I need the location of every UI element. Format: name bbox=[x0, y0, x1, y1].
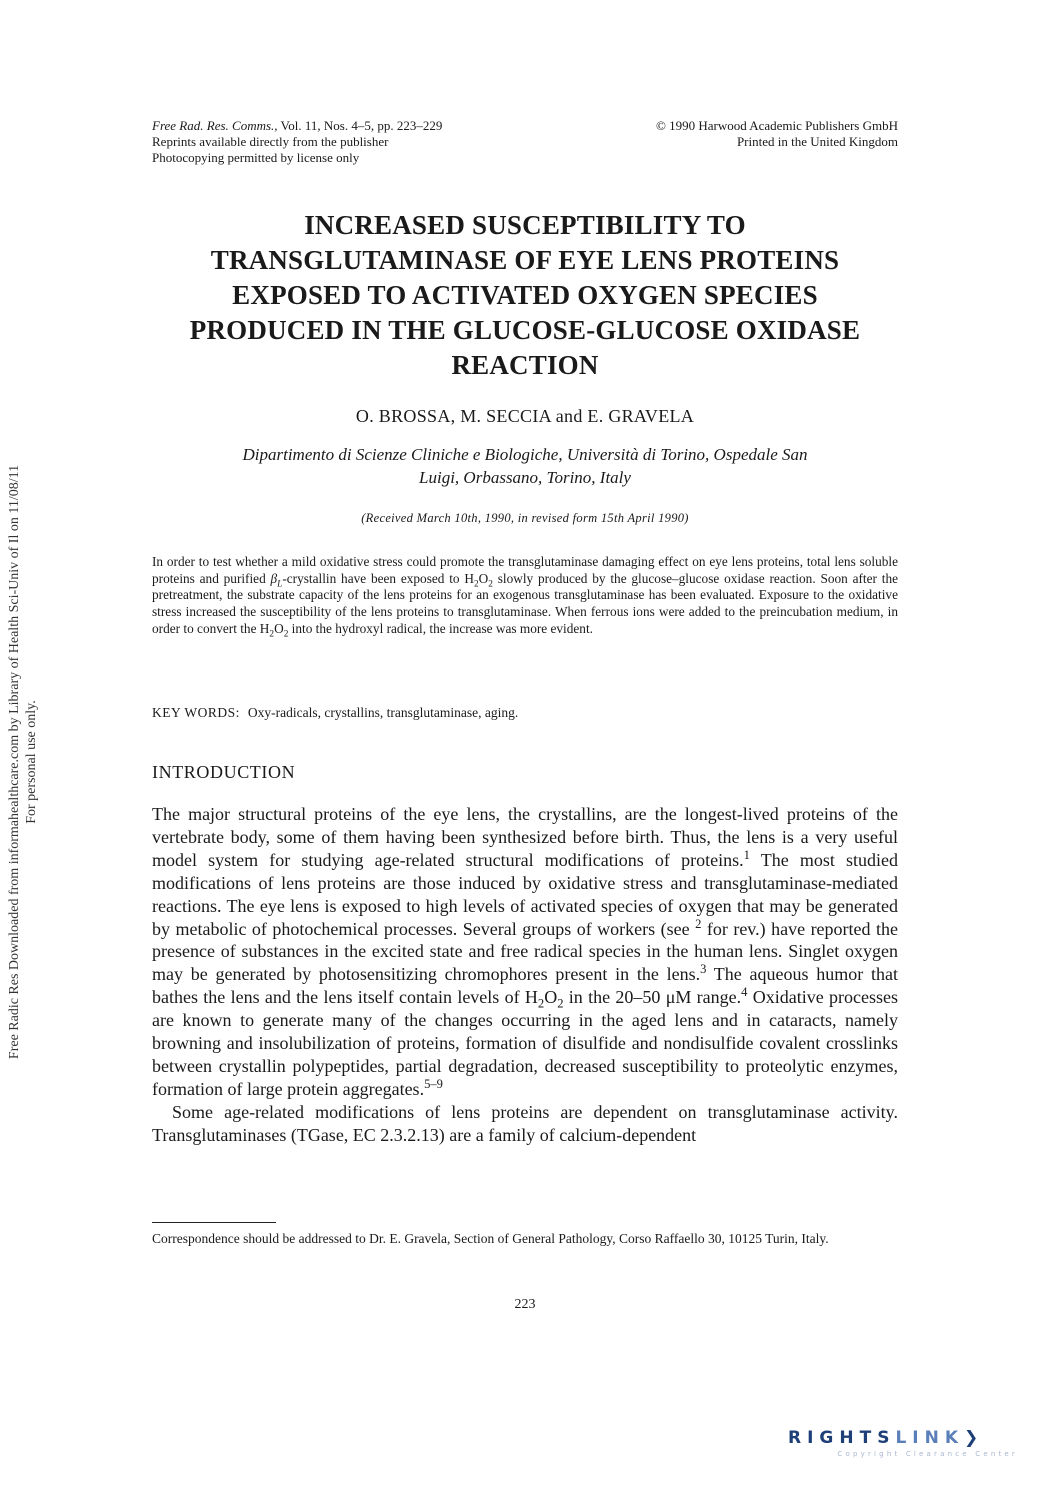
citation-ref[interactable]: 2 bbox=[695, 916, 702, 931]
title-line: INCREASED SUSCEPTIBILITY TO bbox=[304, 210, 746, 240]
correspondence-footnote: Correspondence should be addressed to Dr. E. Gravela, Section of General Pathology, Corso Raffaello 30, 10125 Turin, Italy. bbox=[152, 1231, 829, 1246]
authors: O. BROSSA, M. SECCIA and E. GRAVELA bbox=[355, 406, 695, 426]
subscript: 2 bbox=[488, 579, 493, 590]
title-line: TRANSGLUTAMINASE OF EYE LENS PROTEINS bbox=[210, 245, 840, 275]
affiliation bbox=[150, 443, 900, 489]
abstract-text: In order to test whether a mild oxidative stress could promote the transglutaminase damaging effect on eye lens proteins, total lens soluble proteins and purified bbox=[152, 554, 898, 586]
download-watermark bbox=[6, 222, 46, 1302]
watermark-line: Free Radic Res Downloaded from informahealthcare.com by Library of Health Sci-Univ of Il on 11/08/11 bbox=[7, 464, 22, 1060]
citation-ref[interactable]: 4 bbox=[741, 985, 748, 1000]
beta-symbol: β bbox=[270, 570, 278, 586]
keywords bbox=[152, 705, 898, 721]
printed-line: Printed in the United Kingdom bbox=[736, 134, 898, 149]
journal-volume: , Vol. 11, Nos. 4–5, pp. 223–229 bbox=[274, 118, 443, 133]
body-text: in the 20–50 μM range. bbox=[563, 987, 742, 1008]
subscript: 2 bbox=[557, 996, 564, 1011]
footnote-divider bbox=[152, 1222, 276, 1223]
article-title bbox=[120, 208, 930, 383]
title-line: PRODUCED IN THE GLUCOSE-GLUCOSE OXIDASE bbox=[189, 315, 861, 345]
page-number: 223 bbox=[514, 1297, 536, 1312]
journal-citation bbox=[152, 118, 572, 166]
subscript: 2 bbox=[283, 629, 289, 640]
received-dates: (Received March 10th, 1990, in revised form 15th April 1990) bbox=[361, 511, 689, 525]
photocopying-note: Photocopying permitted by license only bbox=[152, 150, 360, 165]
copyright-line: © 1990 Harwood Academic Publishers GmbH bbox=[655, 118, 898, 133]
section-heading-introduction: INTRODUCTION bbox=[152, 762, 296, 782]
body-text: for rev.) have reported the presence of substances in the excited state and free radical species in the human lens. Singlet oxygen may be generated by photosensitizing chromophores present in the lens. bbox=[152, 918, 898, 985]
introduction-body bbox=[152, 803, 898, 1147]
body-text: The aqueous humor that bathes the lens and the lens itself contain levels of H bbox=[152, 964, 898, 1008]
body-text: The most studied modifications of lens proteins are those induced by oxidative stress and transglutaminase-mediated reactions. The eye lens is exposed to high levels of activated species of oxygen that may be generated by metabolic of photochemical processes. Several groups of workers (see bbox=[152, 849, 898, 939]
chevron-right-icon: ❯ bbox=[964, 1428, 985, 1448]
watermark-line: For personal use only. bbox=[24, 700, 39, 824]
keywords-label: KEY WORDS: bbox=[152, 705, 240, 720]
title-line: REACTION bbox=[451, 350, 599, 380]
affiliation-line: Luigi, Orbassano, Torino, Italy bbox=[419, 468, 631, 487]
rightslink-wordmark: RIGHTSLINK❯ bbox=[788, 1428, 985, 1448]
rightslink-tagline: Copyright Clearance Center bbox=[837, 1450, 1018, 1458]
citation-ref[interactable]: 3 bbox=[700, 962, 707, 977]
paragraph bbox=[152, 803, 898, 1101]
abstract-text: slowly produced by the glucose–glucose oxidase reaction. Soon after the pretreatment, the substrate capacity of the lens proteins for an exogenous transglutaminase has been evaluated. Exposure to the oxidative stress increased the susceptibility of the lens proteins to transglutaminase. When ferrous ions were added to the preincubation medium, in order to convert the H bbox=[152, 570, 898, 636]
citation-ref[interactable]: 5–9 bbox=[424, 1076, 443, 1091]
subscript: 2 bbox=[269, 629, 275, 640]
body-text: O bbox=[544, 987, 558, 1008]
affiliation-line: Dipartimento di Scienze Cliniche e Biologiche, Università di Torino, Ospedale San bbox=[242, 445, 808, 464]
title-line: EXPOSED TO ACTIVATED OXYGEN SPECIES bbox=[232, 280, 818, 310]
reprints-note: Reprints available directly from the publisher bbox=[152, 134, 389, 149]
paragraph: Some age-related modifications of lens proteins are dependent on transglutaminase activity. Transglutaminases (TGase, EC 2.3.2.13) are a family of calcium-dependent bbox=[152, 1101, 898, 1145]
journal-name: Free Rad. Res. Comms. bbox=[152, 118, 275, 133]
abstract bbox=[152, 554, 898, 638]
publisher-info bbox=[538, 118, 898, 150]
abstract-text: O bbox=[274, 620, 284, 636]
citation-ref[interactable]: 1 bbox=[743, 847, 750, 862]
body-text: The major structural proteins of the eye lens, the crystallins, are the longest-lived proteins of the vertebrate body, some of them having been synthesized before birth. Thus, the lens is a very useful model system for studying age-related structural modifications of proteins. bbox=[152, 804, 898, 870]
subscript: L bbox=[277, 579, 283, 590]
body-text: Oxidative processes are known to generate many of the changes occurring in the aged lens and in cataracts, namely browning and insolubilization of proteins, formation of disulfide and nondisulfide covalent crosslinks between crystallin polypeptides, partial degradation, decreased susceptibility to proteolytic enzymes, formation of large protein aggregates. bbox=[152, 987, 898, 1099]
keywords-text: Oxy-radicals, crystallins, transglutaminase, aging. bbox=[247, 705, 519, 720]
subscript: 2 bbox=[537, 996, 545, 1011]
subscript: 2 bbox=[473, 579, 479, 590]
abstract-text: into the hydroxyl radical, the increase was more evident. bbox=[288, 620, 593, 636]
abstract-text: O bbox=[478, 570, 489, 586]
abstract-text: -crystallin have been exposed to H bbox=[282, 570, 474, 586]
rightslink-logo[interactable] bbox=[788, 1428, 1028, 1472]
